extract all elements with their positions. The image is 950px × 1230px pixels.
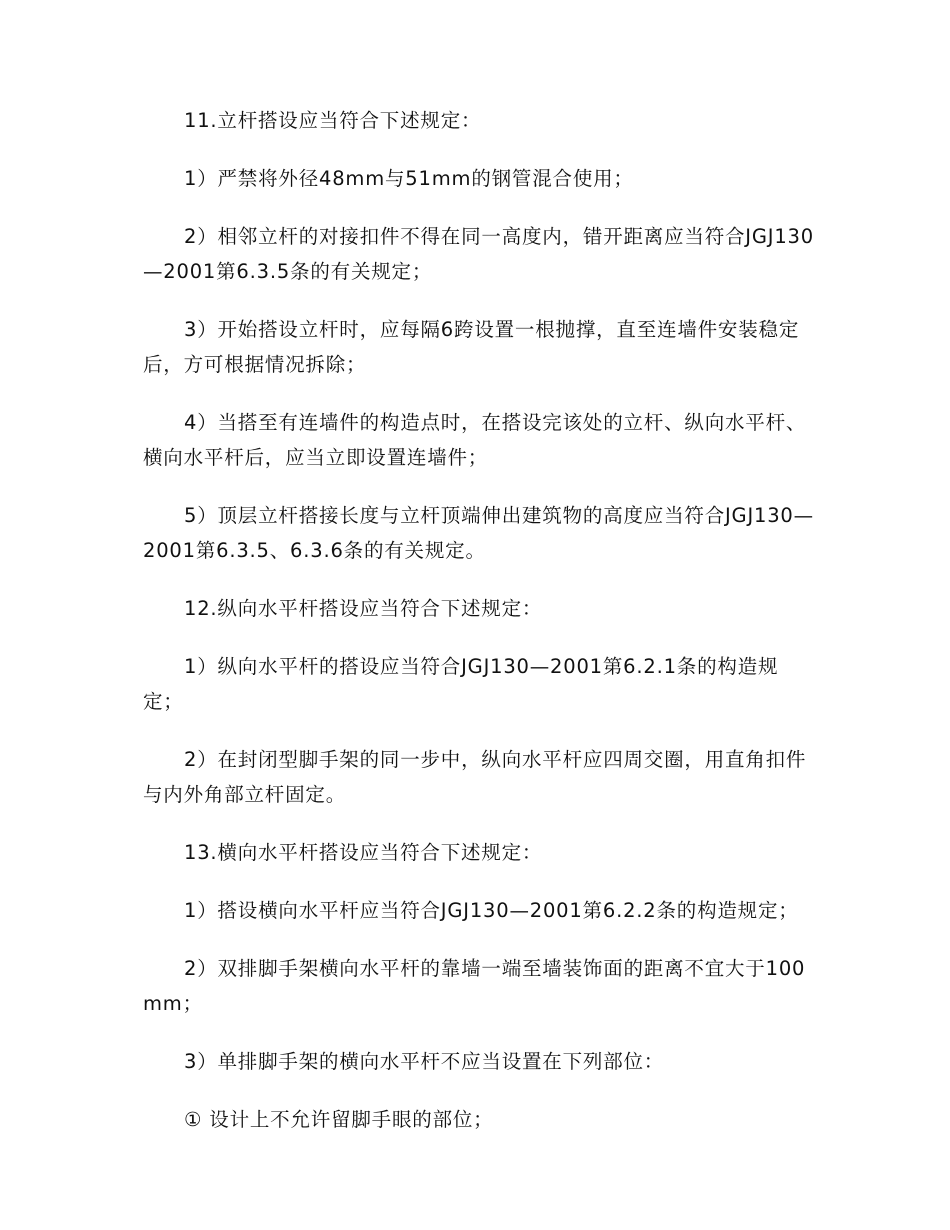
- paragraph: 4）当搭至有连墙件的构造点时，在搭设完该处的立杆、纵向水平杆、横向水平杆后，应当立即设置连墙件；: [143, 411, 807, 469]
- paragraph: 5）顶层立杆搭接长度与立杆顶端伸出建筑物的高度应当符合JGJ130—2001第6.3.5、6.3.6条的有关规定。: [143, 504, 814, 562]
- paragraph: 1）搭设横向水平杆应当符合JGJ130—2001第6.2.2条的构造规定；: [184, 899, 799, 922]
- paragraph: 2）双排脚手架横向水平杆的靠墙一端至墙装饰面的距离不宜大于100mm；: [143, 957, 806, 1015]
- section-heading-12: 12.纵向水平杆搭设应当符合下述规定：: [184, 597, 543, 620]
- paragraph: 2）在封闭型脚手架的同一步中，纵向水平杆应四周交圈，用直角扣件与内外角部立杆固定。: [143, 748, 807, 806]
- list-item: ① 设计上不允许留脚手眼的部位；: [184, 1108, 494, 1131]
- section-heading-13: 13.横向水平杆搭设应当符合下述规定：: [184, 841, 543, 864]
- document-body: [143, 103, 815, 1160]
- paragraph: 2）相邻立杆的对接扣件不得在同一高度内，错开距离应当符合JGJ130—2001第6.3.5条的有关规定；: [143, 225, 814, 283]
- section-heading-11: 11.立杆搭设应当符合下述规定：: [184, 109, 482, 132]
- paragraph: 1）严禁将外径48mm与51mm的钢管混合使用；: [184, 167, 634, 190]
- paragraph: 3）单排脚手架的横向水平杆不应当设置在下列部位：: [184, 1050, 665, 1073]
- paragraph: 1）纵向水平杆的搭设应当符合JGJ130—2001第6.2.1条的构造规定；: [143, 655, 779, 713]
- paragraph: 3）开始搭设立杆时，应每隔6跨设置一根抛撑，直至连墙件安装稳定后，方可根据情况拆除；: [143, 318, 800, 376]
